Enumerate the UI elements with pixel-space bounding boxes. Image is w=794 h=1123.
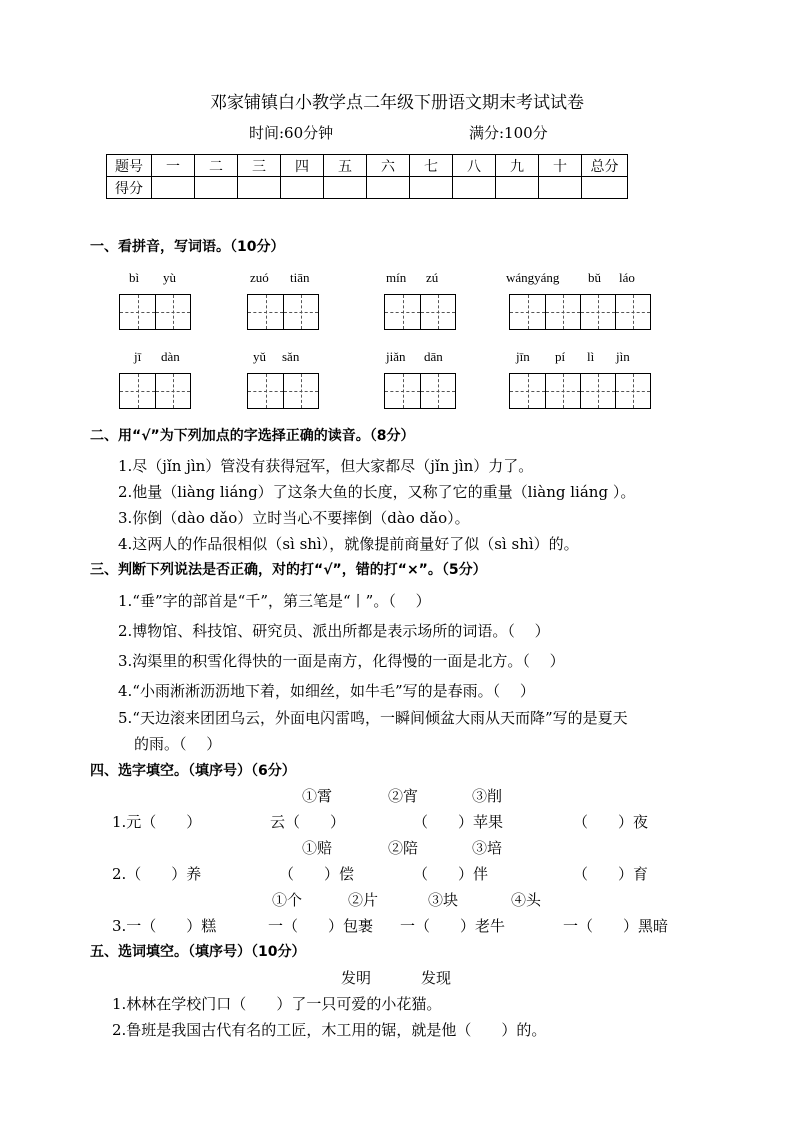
option-label: ②陪 [388,839,419,857]
word-option: 发现 [421,969,452,987]
page-title: 邓家铺镇白小教学点二年级下册语文期末考试试卷 [210,93,584,113]
fill-blank: （ ）伴 [413,865,489,883]
question-item-continued: 的雨。（ ） [134,735,222,753]
section-4-title: 四、选字填空。（填序号）（6分） [90,763,296,779]
question-item: 4.“小雨淅淅沥沥地下着，如细丝，如牛毛”写的是春雨。（ ） [118,682,535,700]
pinyin-label: dān [424,349,443,364]
question-item: 2.博物馆、科技馆、研究员、派出所都是表示场所的词语。（ ） [118,622,550,640]
option-label: ②宵 [388,787,419,805]
writing-grid[interactable] [119,294,191,330]
score-cell[interactable] [496,177,539,199]
score-table [106,154,628,199]
option-label: ①个 [272,891,303,909]
fill-blank: 云（ ） [270,813,346,831]
fill-blank: （ ）夜 [573,813,649,831]
option-label: ③块 [428,891,459,909]
score-cell[interactable] [410,177,453,199]
score-cell[interactable] [152,177,195,199]
score-header-cell: 六 [367,155,410,177]
exam-time: 时间:60分钟 [249,124,334,142]
score-cell[interactable] [539,177,582,199]
question-item: 2.他量（liàng liáng）了这条大鱼的长度，又称了它的重量（liàng liáng ）。 [118,483,636,501]
fill-blank: 2.（ ）养 [112,865,202,883]
option-label: ①赔 [302,839,333,857]
fill-blank: （ ）偿 [279,865,355,883]
question-item: 5.“天边滚来团团乌云，外面电闪雷鸣，一瞬间倾盆大雨从天而降”写的是夏天 [118,709,628,727]
score-header-cell: 总分 [582,155,628,177]
score-header-cell: 题号 [107,155,152,177]
option-label: ③削 [472,787,503,805]
score-header-cell: 五 [324,155,367,177]
option-label: ③培 [472,839,503,857]
score-cell[interactable] [195,177,238,199]
pinyin-label: sǎn [282,349,300,364]
score-header-cell: 一 [152,155,195,177]
writing-grid[interactable] [119,373,191,409]
fill-blank: （ ）育 [573,865,649,883]
fill-blank: 一（ ）黑暗 [563,917,669,935]
pinyin-label: wángyáng [506,270,560,285]
writing-grid[interactable] [509,373,651,409]
section-2-title: 二、用“√”为下列加点的字选择正确的读音。（8分） [90,428,415,444]
score-label-cell: 得分 [107,177,152,199]
pinyin-label: láo [619,270,635,285]
pinyin-label: dàn [161,349,180,364]
score-header-cell: 三 [238,155,281,177]
score-cell[interactable] [367,177,410,199]
option-label: ②片 [348,891,379,909]
question-item: 1.“垂”字的部首是“千”，第三笔是“丨”。（ ） [118,592,431,610]
pinyin-label: pí [555,349,566,364]
fill-blank: 1.元（ ） [112,813,202,831]
score-header-cell: 九 [496,155,539,177]
score-header-cell: 四 [281,155,324,177]
fill-blank: 3.一（ ）糕 [112,917,217,935]
writing-grid[interactable] [509,294,651,330]
pinyin-label: tiān [290,270,310,285]
pinyin-label: yù [163,270,176,285]
section-1-title: 一、看拼音，写词语。（10分） [90,239,285,255]
pinyin-label: jiǎn [386,349,406,364]
score-table-score-row [107,177,628,199]
score-cell[interactable] [281,177,324,199]
section-3-title: 三、判断下列说法是否正确，对的打“√”，错的打“×”。（5分） [90,562,487,578]
pinyin-label: jī [134,349,142,364]
score-header-cell: 十 [539,155,582,177]
option-label: ④头 [511,891,542,909]
score-table-header-row [107,155,628,177]
score-cell[interactable] [453,177,496,199]
full-score: 满分:100分 [469,124,548,142]
pinyin-label: jīn [516,349,530,364]
writing-grid[interactable] [247,373,319,409]
pinyin-label: yǔ [253,349,266,364]
option-label: ①霄 [302,787,333,805]
writing-grid[interactable] [384,294,456,330]
question-item: 1.林林在学校门口（ ）了一只可爱的小花猫。 [112,995,442,1013]
score-cell[interactable] [324,177,367,199]
fill-blank: 一（ ）老牛 [400,917,506,935]
pinyin-label: lì [587,349,595,364]
pinyin-label: mín [386,270,407,285]
pinyin-label: jìn [616,349,630,364]
writing-grid[interactable] [247,294,319,330]
word-option: 发明 [341,969,372,987]
question-item: 2.鲁班是我国古代有名的工匠，木工用的锯，就是他（ ）的。 [112,1021,547,1039]
section-5-title: 五、选词填空。（填序号）（10分） [90,944,306,960]
score-header-cell: 二 [195,155,238,177]
question-item: 1.尽（jǐn jìn）管没有获得冠军，但大家都尽（jǐn jìn）力了。 [118,457,534,475]
question-item: 3.你倒（dào dǎo）立时当心不要摔倒（dào dǎo）。 [118,509,470,527]
score-cell[interactable] [582,177,628,199]
question-item: 4.这两人的作品很相似（sì shì），就像提前商量好了似（sì shì）的。 [118,535,579,553]
fill-blank: 一（ ）包裹 [268,917,374,935]
score-cell[interactable] [238,177,281,199]
writing-grid[interactable] [384,373,456,409]
question-item: 3.沟渠里的积雪化得快的一面是南方，化得慢的一面是北方。（ ） [118,652,565,670]
pinyin-label: zú [426,270,439,285]
pinyin-label: bǔ [588,270,601,285]
pinyin-label: zuó [250,270,269,285]
pinyin-label: bì [129,270,140,285]
score-header-cell: 八 [453,155,496,177]
score-header-cell: 七 [410,155,453,177]
fill-blank: （ ）苹果 [413,813,504,831]
